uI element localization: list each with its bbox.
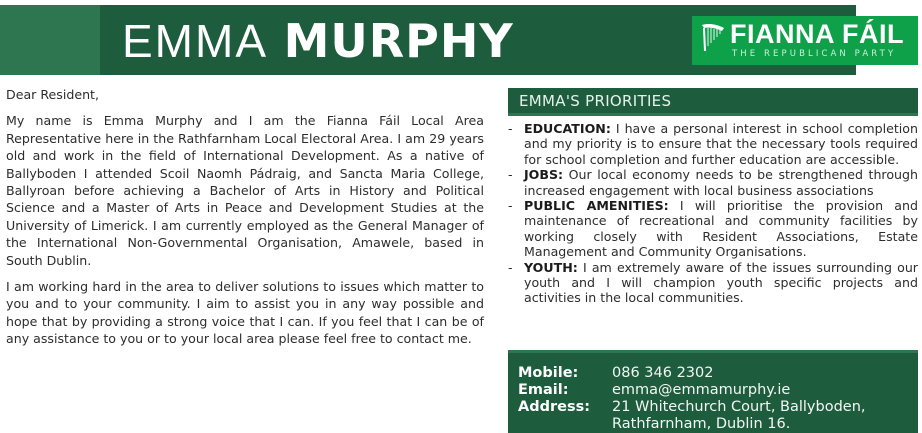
candidate-first-name: EMMA [122,15,268,67]
address-line-2: Rathfarnham, Dublin 16. [612,416,791,432]
priority-label: PUBLIC AMENITIES: [524,198,669,214]
header-banner [0,5,922,75]
header-accent-strip [0,5,100,75]
priority-list [506,121,918,306]
mobile-value[interactable]: 086 346 2302 [612,365,714,381]
party-name: FIANNA FÁIL [730,19,904,49]
priority-text: Our local economy needs to be strengthened through increased engagement with local business associations [524,167,918,198]
bullet-dash: - [508,259,513,275]
party-logo [692,16,918,65]
email-label: Email: [518,382,569,398]
contact-address [518,399,866,416]
letter-salutation: Dear Resident, [6,87,100,102]
contact-mobile [518,365,713,382]
contact-email [518,382,790,399]
priority-item-jobs [506,167,918,198]
priority-item-youth [506,260,918,306]
bullet-dash: - [508,167,513,183]
bullet-dash: - [508,121,513,136]
party-tagline: THE REPUBLICAN PARTY [732,49,897,59]
priority-label: EDUCATION: [524,121,611,136]
contact-box [508,350,918,433]
priority-item-education [506,121,918,167]
priorities-heading [508,88,918,116]
mobile-label: Mobile: [518,365,579,381]
letter-paragraph: I am working hard in the area to deliver solutions to issues which matter to you and to your community. I aim to assist you in any way possible and hope that by providing a strong voice that I can. If you feel that I can be of any assistance to you or to your local area please feel free to contact me. [6,279,484,347]
address-line-1: 21 Whitechurch Court, Ballyboden, [612,399,866,415]
priority-item-public-amenities [506,198,918,260]
letter-body [6,86,484,357]
priority-label: YOUTH: [524,259,578,275]
priorities-title: EMMA'S PRIORITIES [519,92,672,110]
priority-text: I am extremely aware of the issues surrounding our youth and I will champion youth specific projects and activities in the local communities. [524,259,918,306]
email-value[interactable]: emma@emmamurphy.ie [612,382,791,398]
priority-text: I will prioritise the provision and maintenance of recreational and community facilities by working closely with Resident Associations, Estate Management and Community Organisations. [524,198,918,260]
priority-label: JOBS: [524,167,564,183]
contact-address-cont [518,416,790,433]
priority-text: I have a personal interest in school completion and my priority is to ensure that the necessary tools required for school completion and further education are accessible. [524,121,918,167]
letter-paragraph: My name is Emma Murphy and I am the Fianna Fáil Local Area Representative here in the Rathfarnham Local Electoral Area. I am 29 years old and work in the field of International Development. As a native of Ballyboden I attended Scoil Naomh Pádraig, and Sancta Maria College, Ballyroan before achieving a Bachelor of Arts in History and Political Science and a Master of Arts in Peace and Development Studies at the University of Limerick. I am currently employed as the General Manager of the International Non-Governmental Organisation, Amawele, based in South Dublin. [6,113,484,268]
bullet-dash: - [508,198,513,214]
address-label: Address: [518,399,591,415]
candidate-name [122,16,514,66]
harp-icon [700,22,726,52]
candidate-last-name: MURPHY [283,14,514,68]
